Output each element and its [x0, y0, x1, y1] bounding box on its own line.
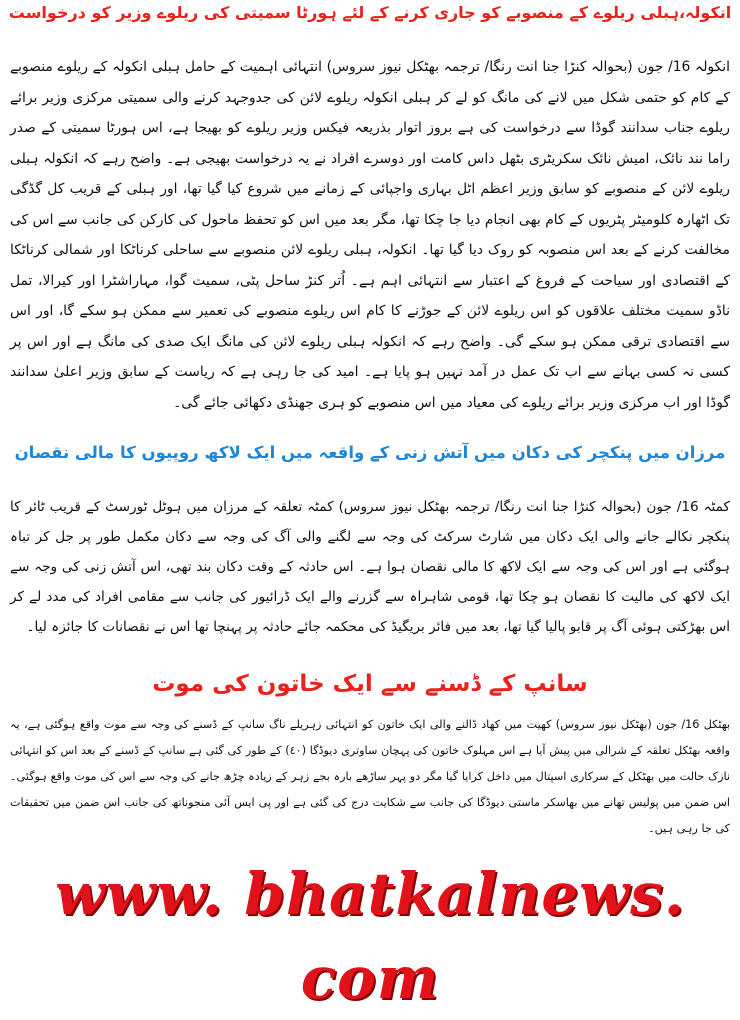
- website-url-banner: www. bhatkalnews. com: [54, 860, 686, 1012]
- article-body-ankola-hubli-railway: انکولہ 16/ جون (بحوالہ کنڑا جنا انت رنگا/ ترجمہ بھٹکل نیوز سروس) انتہائی اہمیت کے حامل ہبلی انکولہ کے ریلوے منصوبے کے کام کو حتمی شکل میں لانے کی مانگ کو لے کر ہبلی انکولہ ریلوے لائن کی جدوجہد کرنے والی سمیتی مرکزی وزیر برائے ریلوے جناب سدانند گوڈا سے درخواست کی ہے بروز اتوار بذریعہ فیکس وزیر ریلوے کو بھیجا ہے، اس ہورٹا سمیتی کے صدر راما نند نائک، امیش نائک سکریٹری بٹھل داس کامت اور دوسرے افراد نے یہ درخواست بھیجی ہے۔ واضح رہے کہ انکولہ ہبلی ریلوے لائن کے منصوبے کو سابق وزیر اعظم اٹل بہاری واجپائی کے زمانے میں شروع کیا گیا تھا، اور ہبلی کے قریب کل گڈگی تک اٹھارہ کلومیٹر پٹریوں کے کام بھی انجام دیا جا چکا تھا، مگر بعد میں اس کو تحفظ ماحول کی کارکن کی جانب سے اس کی مخالفت کرنے کے بعد اس منصوبہ کو روک دیا گیا تھا۔ انکولہ، ہبلی ریلوے لائن منصوبے سے ساحلی کرناٹکا اور شمالی کرناٹکا کے اقتصادی اور سیاحت کے فروغ کے اعتبار سے انتہائی اہم ہے۔ اُتر کنڑ ساحل پٹی، سمیت گوا، مہاراشٹرا اور کیرالا، تمل ناڈو سمیت مختلف علاقوں کو اس ریلوے لائن کے جوڑنے کا کام اس ریلوے منصوبے کی تعمیر سے ممکن ہو سکے گا، اور اس سے اقتصادی ترقی ممکن ہو سکے گی۔ واضح رہے کہ انکولہ ہبلی ریلوے لائن کی مانگ ایک صدی کی مانگ ہے اور اس پر کسی نہ کسی بہانے سے اب تک عمل در آمد نہیں ہو پایا ہے۔ امید کی جا رہی ہے کہ ریاست کے سابق وزیر اعلیٰ سدانند گوڈا اور اب مرکزی وزیر برائے ریلوے کی معیاد میں اس منصوبے کو ہری جھنڈی دکھائی جائے گی۔: [10, 59, 730, 411]
- article-body-snakebite-death: بھٹکل 16/ جون (بھٹکل نیوز سروس) کھیت میں کھاد ڈالنے والی ایک خاتون کو انتہائی زہریلے ناگ سانپ کے ڈسنے کی وجہ سے موت واقع ہوگئی ہے، یہ واقعہ بھٹکل تعلقہ کے شرالی میں پیش آیا ہے اس مہلوک خاتون کی پہچان ساوتری دیوڈگا (٤٠) کے طور کی گئی ہے سانپ کے ڈسنے کے بعد اس کو انتہائی نازک حالت میں بھٹکل کے سرکاری اسپتال میں داخل کرایا گیا مگر دو پہر ساڑھے بارہ بجے زہر کے زیادہ چڑھ جانے کی وجہ سے اس کی موت واقع ہوگئی۔ اس ضمن میں پولیس تھانے میں بھاسکر ماستی دیوڈگا کی جانب سے شکایت درج کی گئی ہے اور پی ایس آئی منجوناتھ کی جانب اس ضمن میں تحقیقات کی جا رہی ہیں۔: [10, 718, 731, 835]
- headline-mirjan-fire: مرزان میں پنکچر کی دکان میں آتش زنی کے واقعہ میں ایک لاکھ روپیوں کا مالی نقصان: [14, 443, 726, 462]
- article-body-mirjan-fire: کمٹہ 16/ جون (بحوالہ کنڑا جنا انت رنگا/ ترجمہ بھٹکل نیوز سروس) کمٹہ تعلقہ کے مرزان میں ہوٹل ٹورسٹ کے قریب ٹائر کا پنکچر نکالے جانے والی ایک دکان میں شارٹ سرکٹ کی وجہ سے لگنے والی آگ کی وجہ سے دکان مکمل طور پر جل کر تباہ ہوگئی ہے اور اس کی وجہ سے ایک لاکھ کا مالی نقصان ہوا ہے۔ اس حادثہ کے وقت دکان بند تھی، اس آتش زنی کی وجہ سے ایک لاکھ کی مالیت کا نقصان ہو چکا تھا، قومی شاہراہ سے گزرنے والے ایک ڈرائیور کی جانب سے مقامی افراد کی مدد لے کر اس بھڑکتی ہوئی آگ پر قابو پالیا گیا تھا، بعد میں فائر بریگیڈ کی محکمہ جائے حادثہ پر پہنچا تھا اس نے نقصانات کا جائزہ لیا۔: [10, 499, 730, 635]
- headline-snakebite-death: سانپ کے ڈسنے سے ایک خاتون کی موت: [152, 671, 588, 697]
- headline-ankola-hubli-railway: انکولہ،ہبلی ریلوے کے منصوبے کو جاری کرنے کے لئے ہورٹا سمیتی کی ریلوے وزیر کو درخواست: [8, 3, 732, 22]
